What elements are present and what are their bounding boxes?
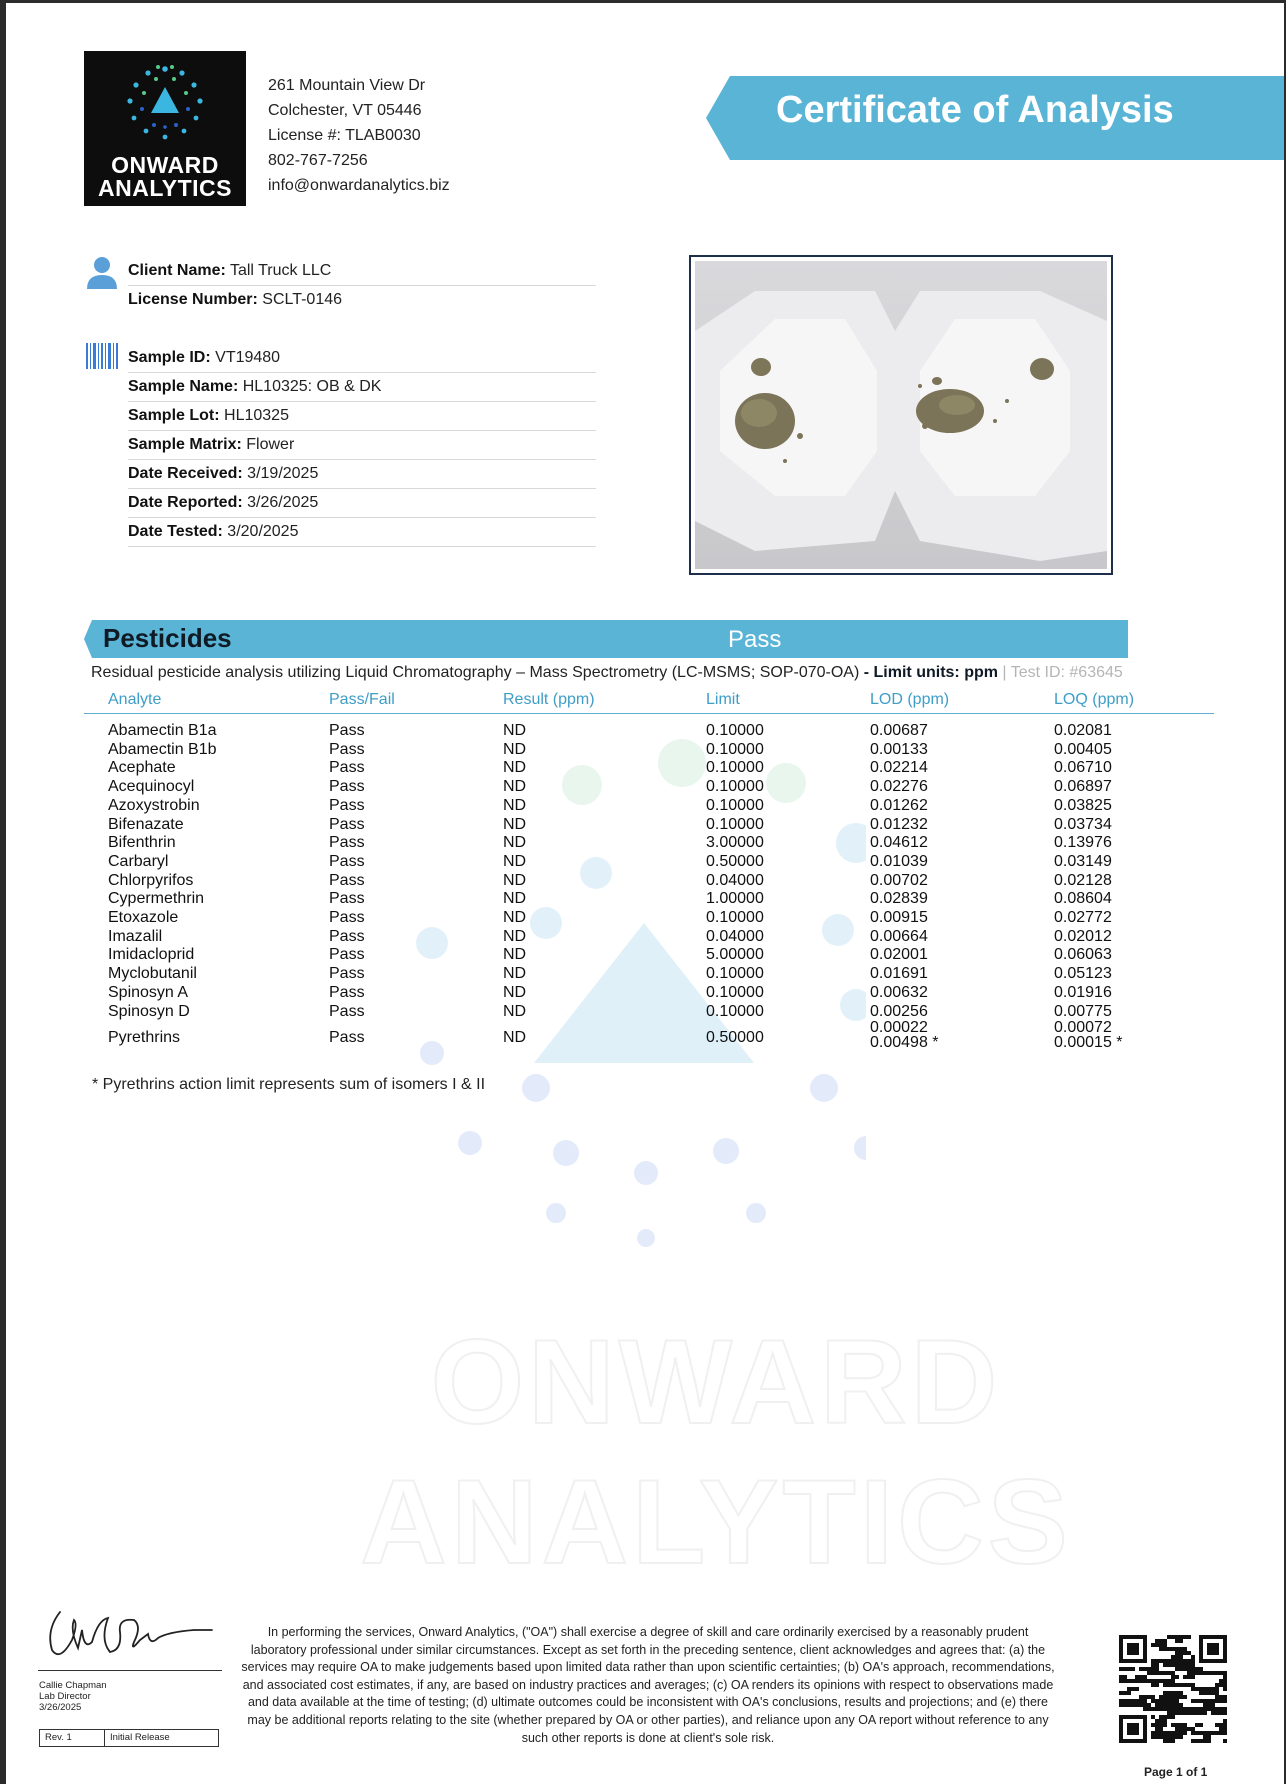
- status-cell: Pass: [329, 965, 365, 983]
- loq-cell: 0.02772: [1054, 909, 1112, 926]
- lod-cell: 0.02276: [870, 778, 928, 796]
- field-label: Sample ID:: [128, 349, 211, 366]
- limit-cell: 1.00000: [706, 890, 764, 908]
- address-line: Colchester, VT 05446: [268, 102, 422, 119]
- onward-analytics-logo: [84, 51, 246, 206]
- field-label: Sample Matrix:: [128, 436, 242, 453]
- logo-text-line2: ANALYTICS: [98, 175, 232, 201]
- table-row: [6, 984, 1284, 1002]
- sample-field-row: [128, 402, 596, 431]
- section-title: Pesticides: [103, 623, 232, 653]
- limit-cell: 0.10000: [706, 983, 764, 1001]
- status-cell: Pass: [329, 815, 365, 833]
- status-cell: Pass: [329, 852, 365, 870]
- result-cell: ND: [503, 759, 527, 777]
- analyte-cell: Spinosyn D: [108, 1002, 190, 1020]
- watermark-text-line1: ONWARD: [430, 1315, 1002, 1449]
- loq-cell: 0.03825: [1054, 796, 1112, 814]
- signer-info: [39, 1680, 107, 1713]
- lod-cell: 0.00632: [870, 983, 928, 1001]
- signer-date: 3/26/2025: [39, 1702, 82, 1713]
- table-row: [6, 816, 1284, 834]
- limit-cell: 0.10000: [706, 815, 764, 833]
- loq-cell: 0.03149: [1054, 852, 1112, 870]
- client-name-label: Client Name:: [128, 262, 226, 279]
- table-row: [6, 853, 1284, 871]
- field-label: Sample Lot:: [128, 407, 220, 424]
- status-cell: Pass: [329, 946, 365, 964]
- field-label: Date Received:: [128, 465, 243, 482]
- lod-cell: 0.00687: [870, 722, 928, 739]
- loq-cell: 0.05123: [1054, 965, 1112, 983]
- limit-units: - Limit units: ppm: [859, 664, 998, 681]
- field-label: Date Reported:: [128, 494, 243, 511]
- column-header: Limit: [706, 691, 740, 708]
- analyte-cell: Spinosyn A: [108, 983, 189, 1001]
- field-value: Flower: [246, 436, 295, 453]
- signer-name: Callie Chapman: [39, 1680, 107, 1691]
- section-result: Pass: [728, 626, 782, 653]
- result-cell: ND: [503, 796, 527, 814]
- analyte-cell: Pyrethrins: [108, 1029, 181, 1046]
- result-cell: ND: [503, 740, 527, 758]
- result-cell: ND: [503, 778, 527, 796]
- analyte-cell: Cypermethrin: [108, 890, 205, 908]
- test-id: | Test ID: #63645: [997, 664, 1123, 681]
- limit-cell: 0.04000: [706, 871, 764, 889]
- result-cell: ND: [503, 946, 527, 964]
- sample-photo: [689, 255, 1113, 575]
- table-row: [6, 722, 1284, 740]
- limit-cell: 0.50000: [706, 852, 764, 870]
- logo-mark-icon: [124, 63, 206, 145]
- loq-cell: 0.06897: [1054, 778, 1112, 796]
- field-label: Sample Name:: [128, 378, 239, 395]
- status-cell: Pass: [329, 983, 365, 1001]
- loq-cell: 0.06063: [1054, 946, 1112, 964]
- lod-value: 0.00022: [870, 1019, 928, 1036]
- analyte-cell: Bifenthrin: [108, 834, 176, 852]
- page-title: Certificate of Analysis: [776, 89, 1174, 131]
- column-header: LOQ (ppm): [1054, 691, 1135, 708]
- analyte-cell: Myclobutanil: [108, 965, 197, 983]
- signature-image: [38, 1590, 228, 1670]
- loq-cell: 0.02012: [1054, 927, 1112, 945]
- results-table-header: [84, 689, 1214, 714]
- sample-photo-image: [695, 261, 1107, 569]
- lod-cell: 0.00664: [870, 927, 928, 945]
- lod-cell: 0.01039: [870, 852, 928, 870]
- result-cell: ND: [503, 852, 527, 870]
- loq-value: 0.00072: [1054, 1019, 1112, 1036]
- page-number: Page 1 of 1: [1144, 1765, 1208, 1779]
- analyte-cell: Chlorpyrifos: [108, 871, 194, 889]
- method-description: [91, 664, 1123, 682]
- loq-cell: 0.03734: [1054, 815, 1112, 833]
- limit-cell: 0.10000: [706, 1002, 764, 1020]
- legal-disclaimer: In performing the services, Onward Analytics, ("OA") shall exercise a degree of skill and care ordinarily exercised by a reasonably prudent laboratory professional under similar circumstances. Except as set forth in the preceding sentence, client acknowledges and agrees that: (a) the services may require OA to make judgements based upon limited data rather than upon scientific certainties; (b) OA's approach, recommendations, and associated cost estimates, if any, are based on industry practices and averages; (c) OA renders its opinions with respect to observations made and data available at the time of testing; (d) ultimate outcomes could be inconsistent with OA's conclusions, results and projections; and (e) there may be additional reports relating to the site (whether prepared by OA or other parties), and reliance upon any OA report without reference to any such other reports is done at client's sole risk.: [241, 1625, 1055, 1745]
- loq-cell: 0.00775: [1054, 1002, 1112, 1020]
- result-cell: ND: [503, 983, 527, 1001]
- limit-cell: 0.10000: [706, 740, 764, 758]
- field-value: 3/19/2025: [247, 465, 319, 482]
- loq-value: 0.00015 *: [1054, 1034, 1123, 1051]
- table-row: [6, 834, 1284, 852]
- status-cell: Pass: [329, 722, 365, 739]
- status-cell: Pass: [329, 909, 365, 926]
- limit-cell: 0.10000: [706, 778, 764, 796]
- analyte-cell: Abamectin B1a: [108, 722, 217, 739]
- lod-cell: 0.01691: [870, 965, 928, 983]
- result-cell: ND: [503, 1029, 527, 1046]
- loq-cell: 0.00405: [1054, 740, 1112, 758]
- table-row: [6, 1019, 1284, 1061]
- address-line: info@onwardanalytics.biz: [268, 177, 450, 194]
- status-cell: Pass: [329, 796, 365, 814]
- table-row: [6, 872, 1284, 890]
- sample-field-row: [128, 518, 596, 547]
- analyte-cell: Imazalil: [108, 927, 163, 945]
- limit-cell: 0.10000: [706, 759, 764, 777]
- limit-cell: 0.04000: [706, 927, 764, 945]
- lab-address: [268, 73, 450, 198]
- loq-cell: 0.13976: [1054, 834, 1112, 852]
- pesticides-banner: [84, 620, 1128, 658]
- field-value: 3/20/2025: [227, 523, 299, 540]
- analyte-cell: Bifenazate: [108, 815, 184, 833]
- table-row: [6, 890, 1284, 908]
- table-row: [6, 965, 1284, 983]
- table-row: [6, 928, 1284, 946]
- revision-divider: [104, 1730, 105, 1746]
- analyte-cell: Acephate: [108, 759, 176, 777]
- lod-cell: 0.01232: [870, 815, 928, 833]
- lod-cell: 0.01262: [870, 796, 928, 814]
- sample-field-row: [128, 431, 596, 460]
- qr-code-icon[interactable]: [1119, 1635, 1227, 1743]
- table-row: [6, 909, 1284, 927]
- status-cell: Pass: [329, 834, 365, 852]
- loq-cell: 0.06710: [1054, 759, 1112, 777]
- status-cell: Pass: [329, 778, 365, 796]
- field-label: Date Tested:: [128, 523, 223, 540]
- signer-role: Lab Director: [39, 1691, 91, 1702]
- lod-value: 0.00498 *: [870, 1034, 939, 1051]
- loq-cell: 0.02081: [1054, 722, 1112, 739]
- analyte-cell: Acequinocyl: [108, 778, 195, 796]
- status-cell: Pass: [329, 740, 365, 758]
- column-header: Pass/Fail: [329, 691, 395, 708]
- limit-cell: 5.00000: [706, 946, 764, 964]
- limit-cell: 0.10000: [706, 965, 764, 983]
- lod-cell: 0.02001: [870, 946, 928, 964]
- lod-cell: 0.00915: [870, 909, 928, 926]
- certificate-page: [6, 3, 1284, 1784]
- signature-line: [38, 1670, 222, 1671]
- license-number-label: License Number:: [128, 291, 258, 308]
- limit-cell: 3.00000: [706, 834, 764, 852]
- limit-cell: 0.10000: [706, 796, 764, 814]
- license-number-row: [128, 286, 596, 314]
- loq-cell: [1054, 1020, 1123, 1050]
- result-cell: ND: [503, 909, 527, 926]
- loq-cell: 0.02128: [1054, 871, 1112, 889]
- column-header: LOD (ppm): [870, 691, 950, 708]
- status-cell: Pass: [329, 1029, 365, 1046]
- status-cell: Pass: [329, 1002, 365, 1020]
- field-value: VT19480: [215, 349, 281, 366]
- limit-cell: 0.10000: [706, 909, 764, 926]
- status-cell: Pass: [329, 927, 365, 945]
- result-cell: ND: [503, 722, 527, 739]
- sample-field-row: [128, 344, 596, 373]
- table-row: [6, 797, 1284, 815]
- address-line: License #: TLAB0030: [268, 127, 421, 144]
- analyte-cell: Azoxystrobin: [108, 796, 200, 814]
- limit-cell: 0.50000: [706, 1029, 764, 1046]
- result-cell: ND: [503, 927, 527, 945]
- revision-box: [39, 1729, 219, 1747]
- column-header: Analyte: [108, 691, 162, 708]
- loq-cell: 0.01916: [1054, 983, 1112, 1001]
- lod-cell: 0.00256: [870, 1002, 928, 1020]
- client-name-row: [128, 257, 596, 286]
- barcode-icon: [86, 343, 118, 369]
- table-row: [6, 741, 1284, 759]
- person-icon: [85, 255, 119, 289]
- field-value: 3/26/2025: [247, 494, 319, 511]
- result-cell: ND: [503, 1002, 527, 1020]
- logo-text-line1: ONWARD: [111, 152, 219, 178]
- result-cell: ND: [503, 890, 527, 908]
- footnote: * Pyrethrins action limit represents sum of isomers I & II: [92, 1076, 486, 1093]
- status-cell: Pass: [329, 759, 365, 777]
- lod-cell: 0.02214: [870, 759, 928, 777]
- lod-cell: [870, 1020, 939, 1050]
- analyte-cell: Imidacloprid: [108, 946, 195, 964]
- license-number-value: SCLT-0146: [262, 291, 343, 308]
- address-line: 802-767-7256: [268, 152, 368, 169]
- result-cell: ND: [503, 965, 527, 983]
- column-header: Result (ppm): [503, 691, 595, 708]
- lod-cell: 0.00702: [870, 871, 928, 889]
- method-text: Residual pesticide analysis utilizing Liquid Chromatography – Mass Spectrometry (LC-MSMS; SOP-070-OA): [91, 664, 860, 681]
- result-cell: ND: [503, 871, 527, 889]
- status-cell: Pass: [329, 871, 365, 889]
- revision-number: Rev. 1: [45, 1732, 72, 1743]
- status-cell: Pass: [329, 890, 365, 908]
- lod-cell: 0.00133: [870, 740, 928, 758]
- analyte-cell: Abamectin B1b: [108, 740, 217, 758]
- table-row: [6, 946, 1284, 964]
- field-value: HL10325: [224, 407, 289, 424]
- result-cell: ND: [503, 834, 527, 852]
- field-value: HL10325: OB & DK: [242, 378, 382, 395]
- result-cell: ND: [503, 815, 527, 833]
- analyte-cell: Etoxazole: [108, 909, 179, 926]
- sample-field-row: [128, 460, 596, 489]
- limit-cell: 0.10000: [706, 722, 764, 739]
- sample-field-row: [128, 373, 596, 402]
- client-name-value: Tall Truck LLC: [229, 262, 332, 279]
- revision-label: Initial Release: [110, 1732, 170, 1743]
- table-row: [6, 759, 1284, 777]
- watermark-text-line2: ANALYTICS: [360, 1455, 1072, 1589]
- analyte-cell: Carbaryl: [108, 852, 169, 870]
- loq-cell: 0.08604: [1054, 890, 1112, 908]
- lod-cell: 0.04612: [870, 834, 928, 852]
- table-row: [6, 778, 1284, 796]
- table-row: [6, 1003, 1284, 1021]
- lod-cell: 0.02839: [870, 890, 928, 908]
- sample-field-row: [128, 489, 596, 518]
- address-line: 261 Mountain View Dr: [268, 77, 426, 94]
